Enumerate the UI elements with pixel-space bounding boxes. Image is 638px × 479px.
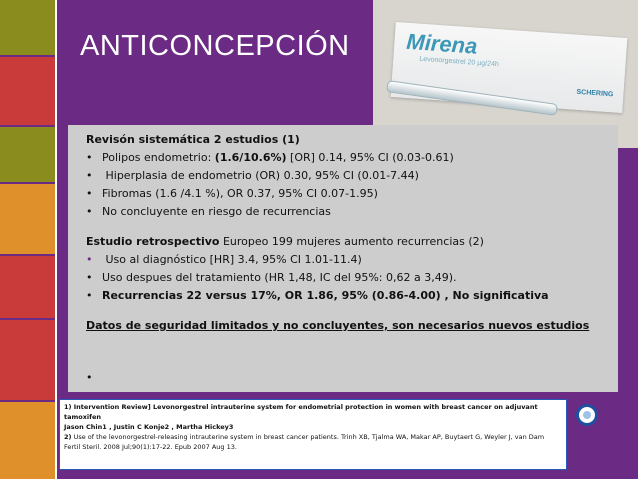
list-item-text: Hiperplasia de endometrio (OR) 0.30, 95% CI (0.01-7.44) — [102, 169, 419, 182]
bullet-icon: • — [86, 169, 93, 182]
bullet-icon: • — [86, 205, 93, 218]
reference-2-text: Use of the levonorgestrel-releasing intrauterine system in breast cancer patients. Trinh XB, Tjalma WA, Makar AP, Buytaert G, Weyler J, van Dam — [71, 433, 545, 441]
list-item — [86, 287, 606, 305]
bullet-icon: • — [86, 289, 93, 302]
list-item-text: Uso despues del tratamiento (HR 1,48, IC del 95%: 0,62 a 3,49). — [102, 271, 457, 284]
list-item — [86, 149, 606, 167]
section-heading — [86, 233, 606, 251]
bullet-icon: • — [86, 151, 93, 164]
conclusion-text: Datos de seguridad limitados y no concluyentes, son necesarios nuevos estudios — [86, 319, 590, 332]
list-item — [86, 167, 606, 185]
list-item-text: Polipos endometrio: — [102, 151, 215, 164]
bullet-icon: • — [86, 271, 93, 284]
content-text — [86, 131, 606, 387]
reference-2-number: 2) — [64, 433, 72, 441]
strip-block — [0, 402, 55, 479]
empty-bullet: • — [86, 371, 93, 384]
manufacturer-label: SCHERING — [576, 88, 614, 99]
list-item — [86, 269, 606, 287]
strip-block — [0, 0, 55, 55]
list-item-bold: Recurrencias 22 versus 17%, OR 1.86, 95% (0.86-4.00) , No significativa — [102, 289, 549, 302]
bullet-icon: • — [86, 187, 93, 200]
strip-separator — [55, 0, 57, 479]
list-item-bold: (1.6/10.6%) — [214, 151, 287, 164]
strip-block — [0, 320, 55, 400]
brand-subtitle: Levonorgestrel 20 µg/24h — [419, 55, 499, 69]
strip-block — [0, 127, 55, 182]
heading-bold: Estudio retrospectivo — [86, 235, 220, 248]
references-box — [59, 399, 567, 470]
list-item-text: Uso al diagnóstico [HR] 3.4, 95% CI 1.01-11.4) — [102, 253, 362, 266]
bullet-icon: • — [86, 253, 93, 266]
list-item — [86, 203, 606, 221]
slide-title: ANTICONCEPCIÓN — [80, 30, 350, 62]
section-heading: Revisón sistemática 2 estudios (1) — [86, 133, 300, 146]
cochrane-logo-icon — [576, 404, 598, 426]
list-item — [86, 251, 606, 269]
brand-name: Mirena — [405, 28, 479, 59]
decorative-left-strip — [0, 0, 55, 479]
reference-1-authors: Jason Chin1 , Justin C Konje2 , Martha Hickey3 — [64, 423, 234, 431]
strip-block — [0, 256, 55, 318]
heading-text: Europeo 199 mujeres aumento recurrencias (2) — [219, 235, 484, 248]
list-item-text: [OR] 0.14, 95% CI (0.03-0.61) — [286, 151, 454, 164]
reference-1-title: 1) Intervention Review] Levonorgestrel intrauterine system for endometrial protection in women with breast cancer on adjuvant tamoxifen — [64, 403, 538, 421]
list-item-text: No concluyente en riesgo de recurrencias — [102, 205, 331, 218]
reference-2 — [64, 432, 562, 442]
list-item — [86, 185, 606, 203]
strip-block — [0, 184, 55, 254]
reference-2-source: Fertil Steril. 2008 Jul;90(1):17-22. Epub 2007 Aug 13. — [64, 443, 237, 451]
strip-block — [0, 57, 55, 125]
list-item-text: Fibromas (1.6 /4.1 %), OR 0.37, 95% CI 0.07-1.95) — [102, 187, 378, 200]
